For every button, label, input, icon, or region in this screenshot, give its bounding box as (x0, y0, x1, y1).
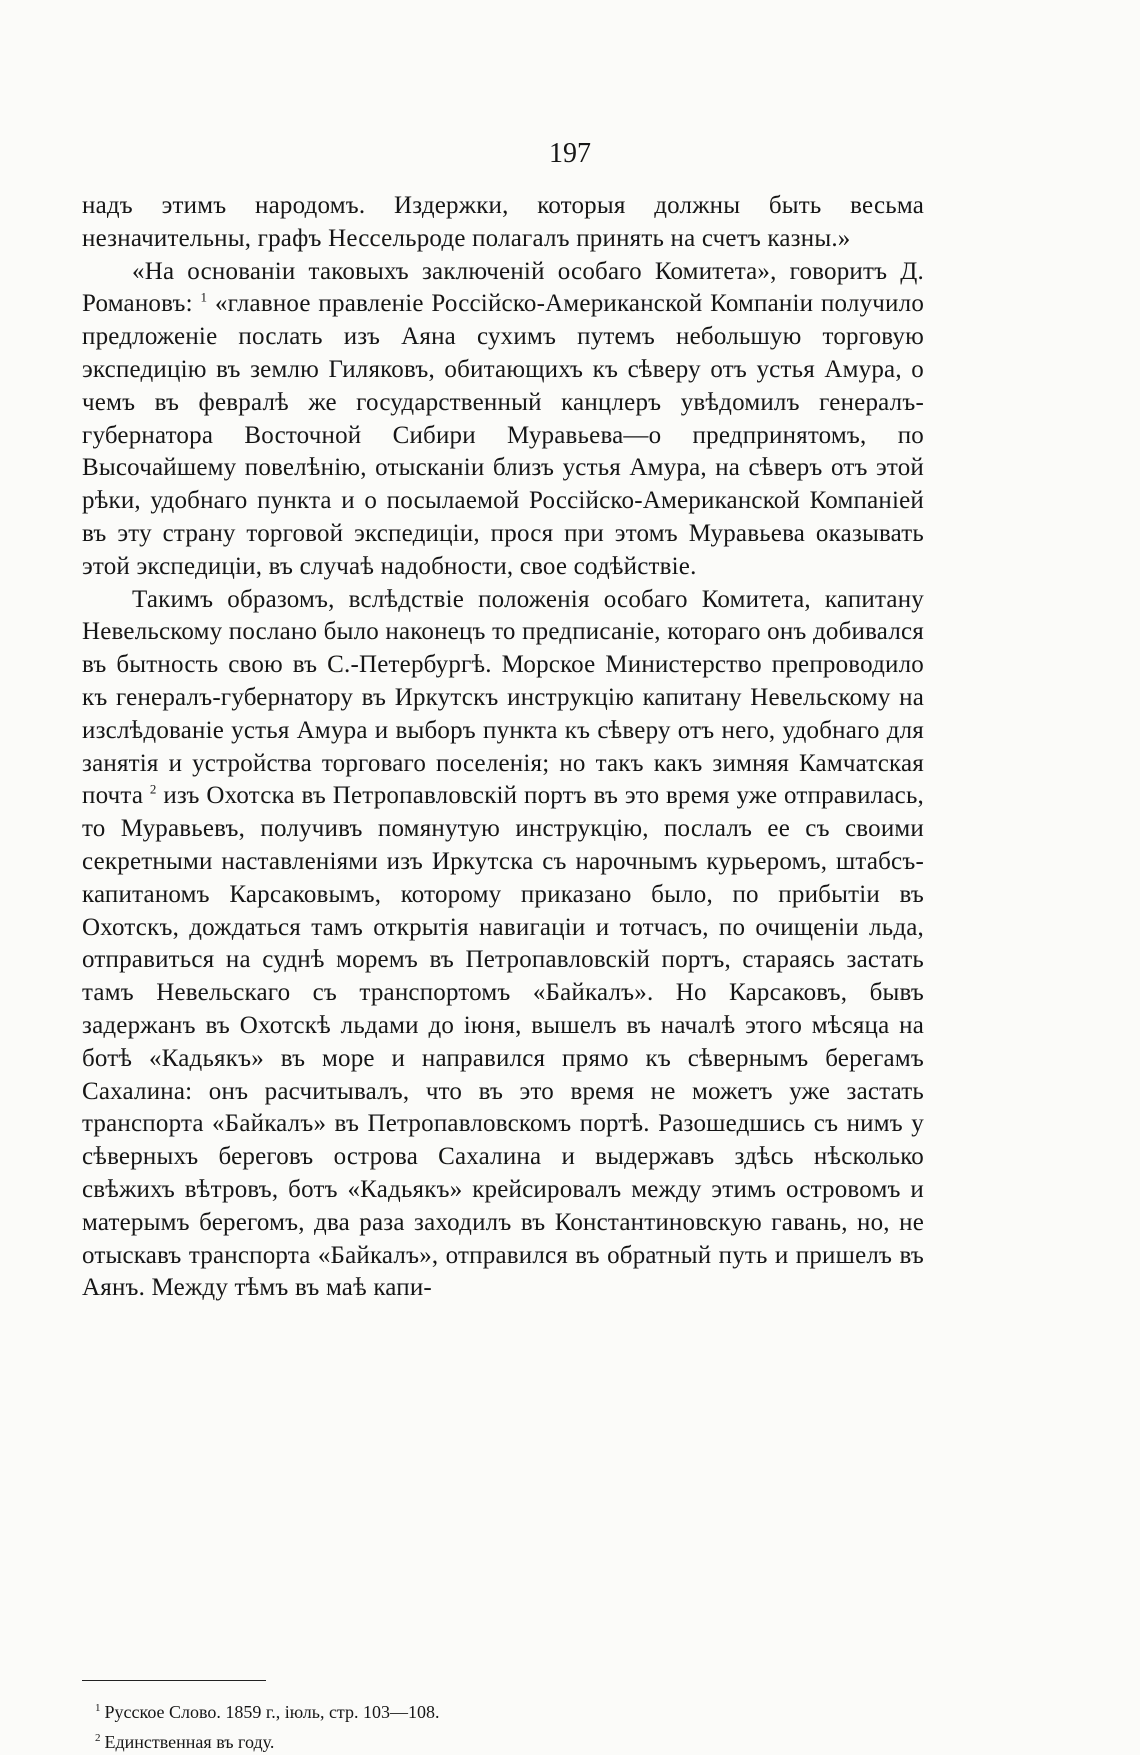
footnote-1-mark: 1 (95, 1702, 101, 1714)
paragraph-2-text-a: «На основанiи таковыхъ заключенiй особаго Комитета», говоритъ Д. Романовъ: (82, 257, 924, 318)
body-text (82, 190, 924, 1305)
footnote-divider (82, 1680, 266, 1681)
page-number: 197 (549, 138, 591, 169)
footnote-2-text: Единственная въ году. (104, 1732, 275, 1752)
paragraph-3 (82, 584, 924, 1306)
paragraph-3-text-a: Такимъ образомъ, вслѣдствiе положенiя особаго Комитета, капитану Невельскому послано было наконецъ то предписанiе, котораго онъ добивался въ бытность свою въ С.-Петербургѣ. Морское Министерство препроводило къ генералъ-губернатору въ Иркутскъ инструкцiю капитану Невельскому на изслѣдованiе устья Амура и выборъ пункта къ сѣверу отъ него, удобнаго для занятiя и устройства торговаго поселенiя; но такъ какъ зимняя Камчатская почта (82, 585, 924, 810)
footnote-ref-2: 2 (149, 782, 157, 798)
footnote-2 (95, 1725, 895, 1755)
footnote-1 (95, 1695, 895, 1725)
paragraph-2-text-b: «главное правленiе Россiйско-Американской Компанiи получило предложенiе послать изъ Аяна сухимъ путемъ небольшую торговую экспедицiю въ землю Гиляковъ, обитающихъ къ сѣверу отъ устья Амура, о чемъ въ февралѣ же государственный канцлеръ увѣдомилъ генералъ-губернатора Восточной Сибири Муравьева—о предпринятомъ, по Высочайшему повелѣнiю, отысканiи близъ устья Амура, на сѣверъ отъ этой рѣки, удобнаго пункта и о посылаемой Россiйско-Американской Компанiей въ эту страну торговой экспедицiи, прося при этомъ Муравьева оказывать этой экспедицiи, въ случаѣ надобности, свое содѣйствiе. (82, 290, 925, 580)
footnote-1-text: Русское Слово. 1859 г., iюль, стр. 103—108. (104, 1702, 440, 1722)
paragraph-3-text-b: изъ Охотска въ Петропавловскiй портъ въ это время уже отправилась, то Муравьевъ, получивъ помянутую инструкцiю, послалъ ее съ своими секретными наставленiями изъ Иркутска съ нарочнымъ курьеромъ, штабсъ-капитаномъ Карсаковымъ, которому приказано было, по прибытiи въ Охотскъ, дождаться тамъ открытiя навигацiи и тотчасъ, по очищенiи льда, отправиться на суднѣ моремъ въ Петропавловскiй портъ, стараясь застать тамъ Невельскаго съ транспортомъ «Байкалъ». Но Карсаковъ, бывъ задержанъ въ Охотскѣ льдами до iюня, вышелъ въ началѣ этого мѣсяца на ботѣ «Кадьякъ» въ море и направился прямо къ сѣвернымъ берегамъ Сахалина: онъ расчитывалъ, что въ это время не можетъ уже застать транспорта «Байкалъ» въ Петропавловскомъ портѣ. Разошедшись съ нимъ у сѣверныхъ береговъ острова Сахалина и выдержавъ здѣсь нѣсколько свѣжихъ вѣтровъ, ботъ «Кадьякъ» крейсировалъ между этимъ островомъ и матерымъ берегомъ, два раза заходилъ въ Константиновскую гавань, но, не отыскавъ транспорта «Байкалъ», отправился въ обратный путь и пришелъ въ Аянъ. Между тѣмъ въ маѣ капи- (82, 782, 924, 1302)
paragraph-2 (82, 256, 924, 584)
footnote-ref-1: 1 (200, 290, 208, 306)
paragraph-1-text: надъ этимъ народомъ. Издержки, которыя должны быть весьма незначительны, графъ Нессельроде полагалъ принять на счетъ казны.» (82, 192, 924, 252)
paragraph-1 (82, 190, 924, 256)
footnote-2-mark: 2 (95, 1732, 101, 1744)
footnotes (95, 1695, 895, 1755)
